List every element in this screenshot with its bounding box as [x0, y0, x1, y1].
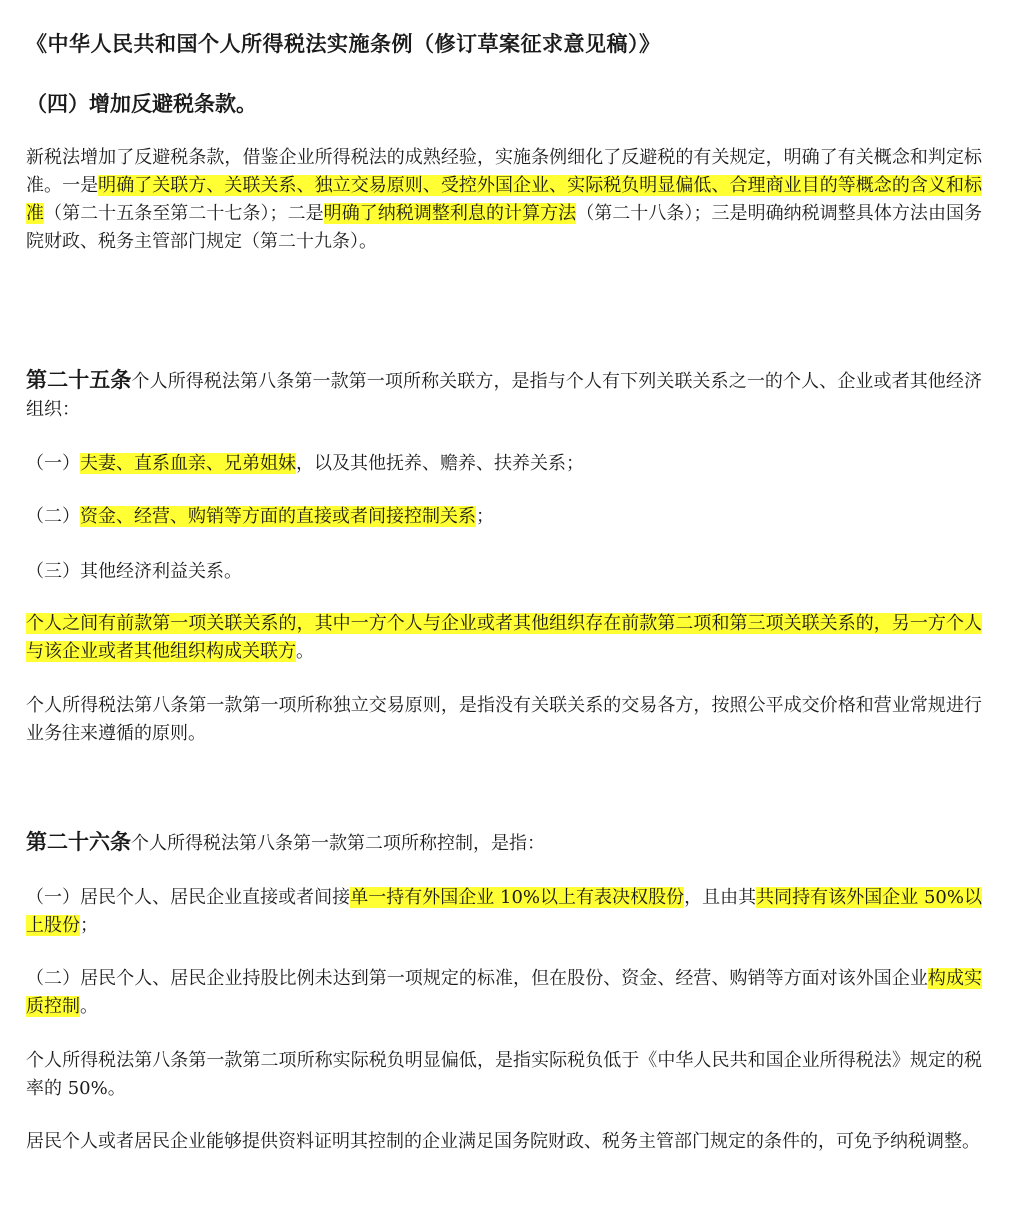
intro-text-3: （第二十八条）；三是明确纳税调整具体方法由国务院财政、税务主管部门规定（第二十九条）。	[26, 203, 983, 252]
related-party-highlight: 个人之间有前款第一项关联关系的，其中一方个人与企业或者其他组织存在前款第二项和第三项关联关系的，另一方个人与该企业或者其他组织构成关联方	[26, 613, 982, 662]
related-party-end: 。	[296, 641, 314, 662]
independent-transaction-paragraph: 个人所得税法第八条第一款第一项所称独立交易原则，是指没有关联关系的交易各方，按照公平成交价格和营业常规进行业务往来遵循的原则。	[26, 695, 982, 744]
item-rest: ；	[476, 506, 494, 527]
article-25-item-3: （三）其他经济利益关系。	[26, 561, 242, 582]
item-highlight-2: 共同持有该外国企业 50%以上股份	[26, 887, 982, 936]
item-text-2: ，且由其	[684, 887, 757, 908]
article-25-paragraph	[26, 366, 982, 424]
item-highlight-1: 单一持有外国企业 10%以上有表决权股份	[350, 887, 685, 908]
article-26-heading: 第二十六条	[26, 830, 131, 854]
item-prefix: （一）	[26, 453, 80, 474]
item-text-3: ；	[80, 915, 98, 936]
article-26-item-1	[26, 884, 982, 940]
section-title: （四）增加反避税条款。	[26, 92, 257, 116]
low-tax-burden-paragraph: 个人所得税法第八条第一款第二项所称实际税负明显偏低，是指实际税负低于《中华人民共和国企业所得税法》规定的税率的 50%。	[26, 1050, 982, 1099]
intro-highlight-1: 明确了关联方、关联关系、独立交易原则、受控外国企业、实际税负明显偏低、合理商业目的等概念的含义和标准	[26, 175, 982, 224]
intro-text-2: （第二十五条至第二十七条）；二是	[44, 203, 324, 224]
article-26-paragraph	[26, 828, 982, 858]
item-rest: ，以及其他抚养、赡养、扶养关系；	[296, 453, 584, 474]
intro-paragraph	[26, 144, 982, 256]
exemption-paragraph: 居民个人或者居民企业能够提供资料证明其控制的企业满足国务院财政、税务主管部门规定的条件的，可免予纳税调整。	[26, 1131, 980, 1152]
item-highlight: 夫妻、直系血亲、兄弟姐妹	[80, 453, 296, 474]
item-text-1: （一）居民个人、居民企业直接或者间接	[26, 887, 351, 908]
item-text-1: （二）居民个人、居民企业持股比例未达到第一项规定的标准，但在股份、资金、经营、购销等方面对该外国企业	[26, 968, 928, 989]
article-25-item-1	[26, 450, 982, 478]
item-highlight: 资金、经营、购销等方面的直接或者间接控制关系	[80, 506, 476, 527]
intro-text-1: 新税法增加了反避税条款，借鉴企业所得税法的成熟经验，实施条例细化了反避税的有关规定，明确了有关概念和判定标准。一是	[26, 147, 982, 196]
item-highlight: 构成实质控制	[26, 968, 982, 1017]
article-25-related-party-paragraph	[26, 610, 982, 666]
document-title: 《中华人民共和国个人所得税法实施条例（修订草案征求意见稿）》	[26, 32, 661, 56]
intro-highlight-2: 明确了纳税调整利息的计算方法	[323, 203, 577, 224]
article-25-item-2	[26, 503, 982, 531]
item-prefix: （二）	[26, 506, 80, 527]
article-26-text: 个人所得税法第八条第一款第二项所称控制，是指：	[131, 833, 545, 854]
article-25-heading: 第二十五条	[26, 368, 132, 392]
article-26-item-2	[26, 965, 982, 1021]
item-text-2: 。	[80, 996, 98, 1017]
article-25-text: 个人所得税法第八条第一款第一项所称关联方，是指与个人有下列关联关系之一的个人、企业或者其他经济组织：	[26, 371, 983, 420]
